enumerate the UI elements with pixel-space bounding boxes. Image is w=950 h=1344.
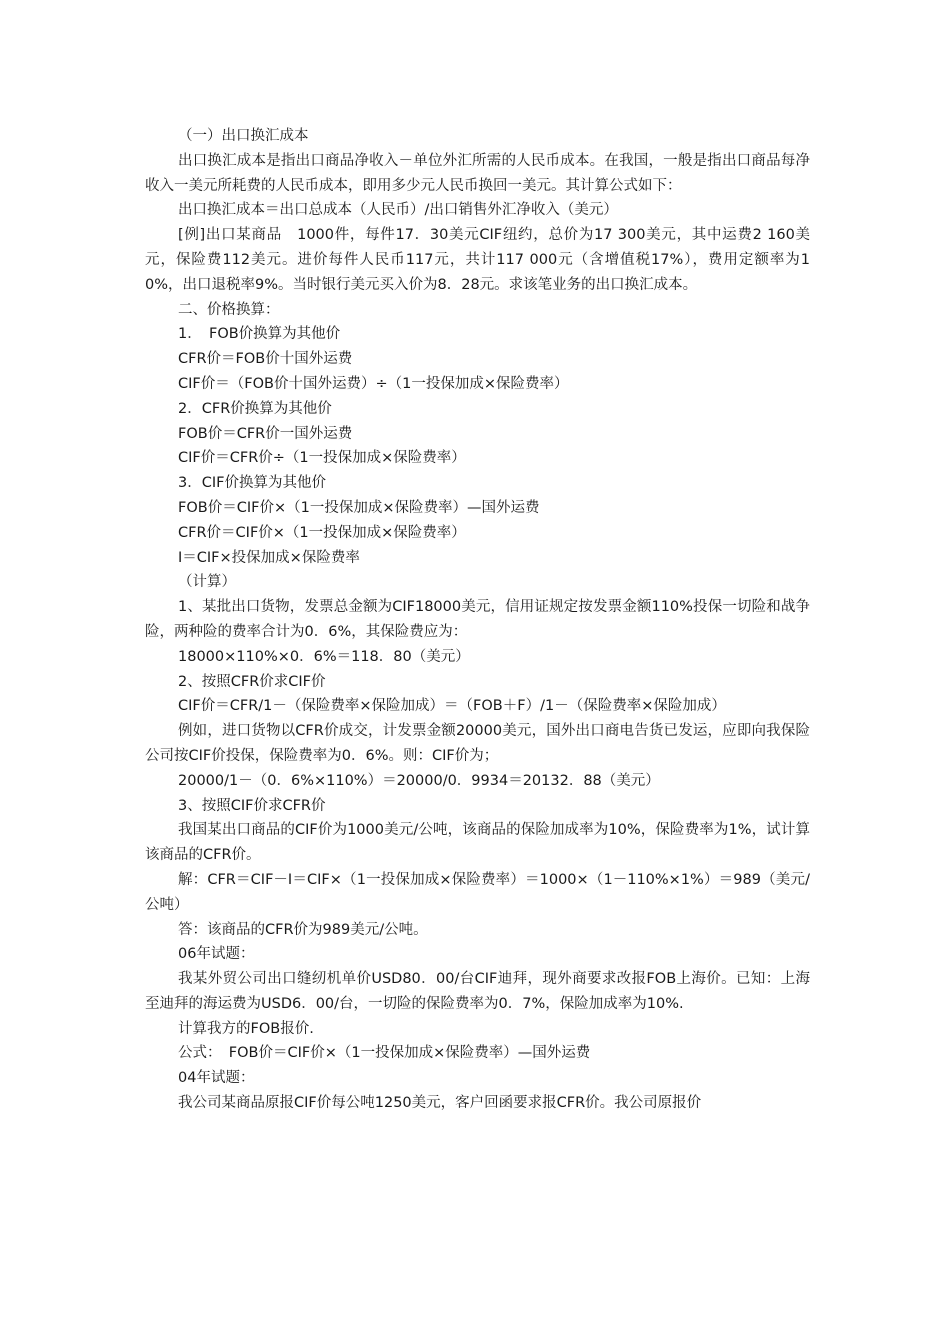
- formula: 出口换汇成本＝出口总成本（人民币）/出口销售外汇净收入（美元）: [178, 202, 618, 219]
- exam-heading: 04年试题：: [178, 1070, 255, 1087]
- solution: 解：CFR＝CIF－I＝CIF×（1一投保加成×保险费率）＝1000×（1－110%×1%）＝989（美元/公吨）: [145, 871, 810, 913]
- section-heading: （计算）: [178, 574, 236, 591]
- formula: 18000×110%×0．6%＝118．80（美元）: [178, 648, 470, 665]
- paragraph: 例如，进口货物以CFR价成交，计发票金额20000美元，国外出口商电告货已发运，应即向我保险公司按CIF价投保，保险费率为0．6%。则：CIF价为；: [145, 723, 810, 764]
- answer: 答：该商品的CFR价为989美元/公吨。: [178, 921, 428, 938]
- formula: CIF价＝CFR价÷（1一投保加成×保险费率）: [178, 450, 466, 467]
- document-body: [145, 124, 810, 1116]
- paragraph: 我某外贸公司出口缝纫机单价USD80．00/台CIF迪拜，现外商要求改报FOB上海价。已知：上海至迪拜的海运费为USD6．00/台，一切险的保险费率为0．7%，保险加成率为10%.: [145, 971, 810, 1012]
- subheading: 2、按照CFR价求CIF价: [178, 673, 326, 690]
- section-heading: （一）出口换汇成本: [178, 128, 309, 144]
- subheading: 3．CIF价换算为其他价: [178, 475, 326, 492]
- example-paragraph: [例]出口某商品 1000件，每件17．30美元CIF纽约，总价为17 300美元，其中运费2 160美元，保险费112美元。进价每件人民币117元，共计117 000元（含增值税17%），费用定额率为10%，出口退税率9%。当时银行美元买入价为8．28元。求该笔业务的出口换汇成本。: [145, 227, 810, 293]
- formula: FOB价＝CIF价×（1一投保加成×保险费率）—国外运费: [178, 499, 540, 516]
- formula: FOB价＝CFR价一国外运费: [178, 425, 353, 442]
- paragraph: 出口换汇成本是指出口商品净收入－单位外汇所需的人民币成本。在我国，一般是指出口商品每净收入一美元所耗费的人民币成本，即用多少元人民币换回一美元。其计算公式如下：: [145, 152, 810, 194]
- section-heading: 二、价格换算：: [178, 301, 280, 318]
- formula: CIF价＝（FOB价十国外运费）÷（1一投保加成×保险费率）: [178, 375, 569, 392]
- formula: CIF价＝CFR/1－（保险费率×保险加成）＝（FOB＋F）/1－（保险费率×保险加成）: [178, 698, 726, 715]
- subheading: 3、按照CIF价求CFR价: [178, 797, 326, 814]
- formula: 公式： FOB价＝CIF价×（1一投保加成×保险费率）—国外运费: [178, 1045, 591, 1062]
- paragraph: 计算我方的FOB报价.: [178, 1020, 314, 1037]
- subheading: 2．CFR价换算为其他价: [178, 400, 332, 417]
- formula: CFR价＝CIF价×（1一投保加成×保险费率）: [178, 524, 466, 541]
- formula: I＝CIF×投保加成×保险费率: [178, 549, 360, 566]
- formula: CFR价＝FOB价十国外运费: [178, 351, 353, 368]
- paragraph: 1、某批出口货物，发票总金额为CIF18000美元，信用证规定按发票金额110%投保一切险和战争险，两种险的费率合计为0．6%，其保险费应为：: [145, 599, 810, 640]
- formula: 20000/1－（0．6%×110%）＝20000/0．9934＝20132．88（美元）: [178, 772, 660, 789]
- subheading: 1． FOB价换算为其他价: [178, 326, 341, 343]
- exam-heading: 06年试题：: [178, 946, 255, 963]
- paragraph: 我国某出口商品的CIF价为1000美元/公吨，该商品的保险加成率为10%，保险费率为1%，试计算该商品的CFR价。: [145, 822, 810, 864]
- paragraph: 我公司某商品原报CIF价每公吨1250美元，客户回函要求报CFR价。我公司原报价: [178, 1095, 702, 1112]
